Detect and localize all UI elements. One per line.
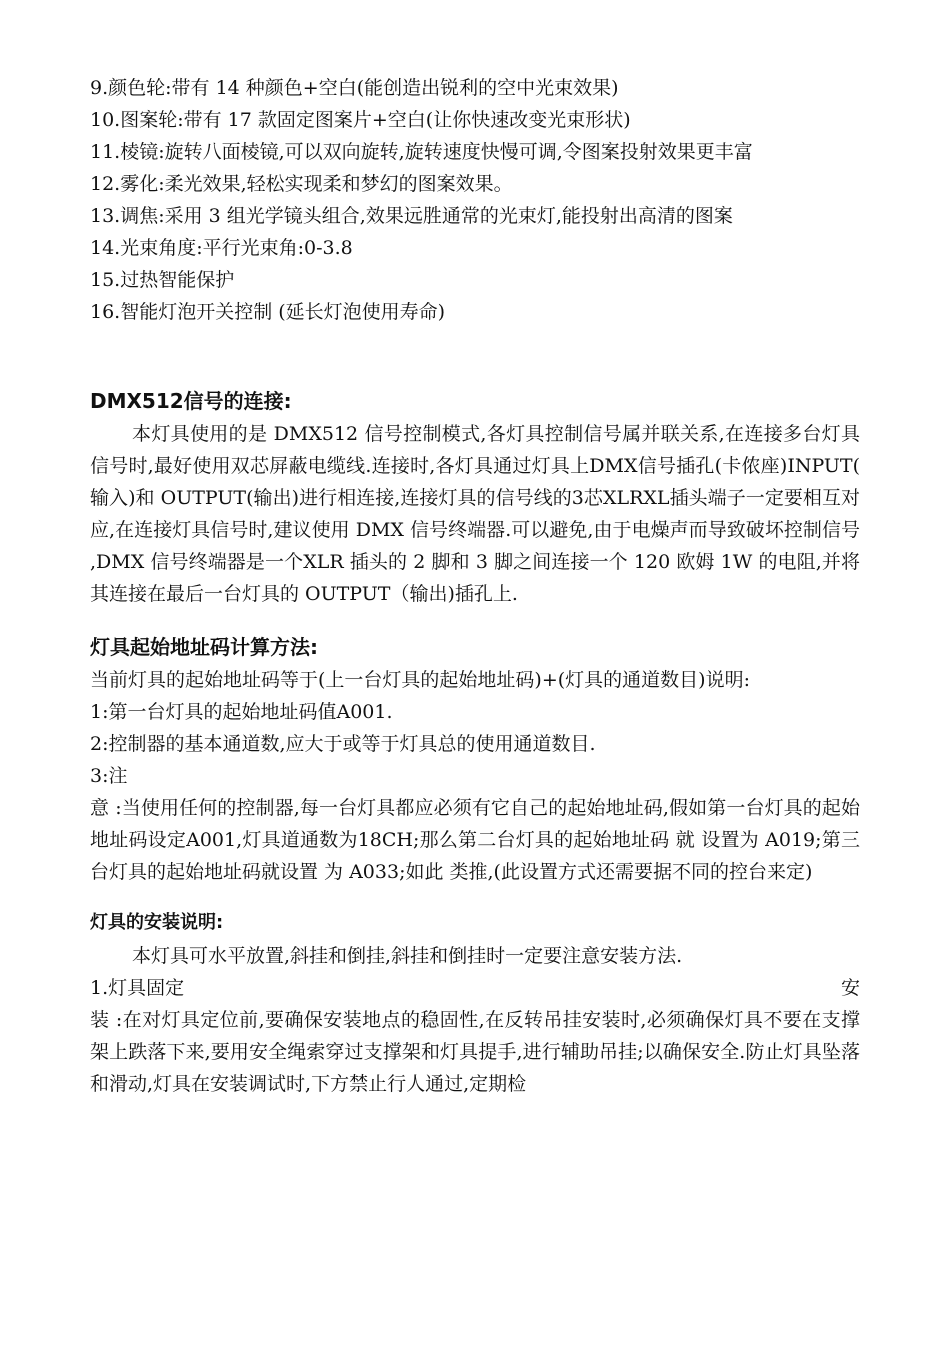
feature-item: 12.雾化:柔光效果,轻松实现柔和梦幻的图案效果。 <box>90 173 513 195</box>
address-item-3-label: 3:注 <box>90 765 128 787</box>
feature-item: 10.图案轮:带有 17 款固定图案片+空白(让你快速改变光束形状) <box>90 109 631 131</box>
document-page <box>90 72 860 1100</box>
feature-item: 11.棱镜:旋转八面棱镜,可以双向旋转,旋转速度快慢可调,令图案投射效果更丰富 <box>90 141 753 163</box>
dmx-body: 本灯具使用的是 DMX512 信号控制模式,各灯具控制信号属并联关系,在连接多台灯具信号时,最好使用双芯屏蔽电缆线.连接时,各灯具通过灯具上DMX信号插孔(卡侬座)INPUT( 输入)和 OUTPUT(输出)进行相连接,连接灯具的信号线的3芯XLRXL插头端子一定要相互对应,在连接灯具信号时,建议使用 DMX 信号终端器.可以避免,由于电燥声而导致破坏控制信号 ,DMX 信号终端器是一个XLR 插头的 2 脚和 3 脚之间连接一个 120 欧姆 1W 的电阻,并将其连接在最后一台灯具的 OUTPUT（输出)插孔上. <box>90 423 860 605</box>
address-item-3-body: 意 :当使用任何的控制器,每一台灯具都应必须有它自己的起始地址码,假如第一台灯具的起始地址码设定A001,灯具道通数为18CH;那么第二台灯具的起始地址码 就 设置为 A019;第三台灯具的起始地址码就设置 为 A033;如此 类推,(此设置方式还需要据不同的控台来定) <box>90 797 860 883</box>
feature-item: 14.光束角度:平行光束角:0-3.8 <box>90 237 353 259</box>
install-heading: 灯具的安装说明: <box>90 912 224 933</box>
feature-item: 13.调焦:采用 3 组光学镜头组合,效果远胜通常的光束灯,能投射出高清的图案 <box>90 205 733 227</box>
address-item-1: 1:第一台灯具的起始地址码值A001. <box>90 701 393 723</box>
install-item-1-row <box>90 972 860 1004</box>
install-item-1-body: 装 :在对灯具定位前,要确保安装地点的稳固性,在反转吊挂安装时,必须确保灯具不要在支撑架上跌落下来,要用安全绳索穿过支撑架和灯具提手,进行辅助吊挂;以确保安全.防止灯具坠落和滑动,灯具在安装调试时,下方禁止行人通过,定期检 <box>90 1009 860 1095</box>
feature-item: 16.智能灯泡开关控制 (延长灯泡使用寿命) <box>90 301 446 323</box>
install-item-1-right: 安 <box>840 977 860 999</box>
address-item-2: 2:控制器的基本通道数,应大于或等于灯具总的使用通道数目. <box>90 733 596 755</box>
feature-item: 9.颜色轮:带有 14 种颜色+空白(能创造出锐利的空中光束效果) <box>90 77 619 99</box>
address-heading: 灯具起始地址码计算方法: <box>90 635 318 659</box>
feature-item: 15.过热智能保护 <box>90 269 235 291</box>
dmx-section <box>90 384 860 610</box>
address-section <box>90 630 860 888</box>
install-section <box>90 906 860 1100</box>
address-intro: 当前灯具的起始地址码等于(上一台灯具的起始地址码)+(灯具的通道数目)说明: <box>90 669 750 691</box>
install-item-1-left: 1.灯具固定 <box>90 977 185 999</box>
install-intro: 本灯具可水平放置,斜挂和倒挂,斜挂和倒挂时一定要注意安装方法. <box>132 945 683 967</box>
dmx-heading: DMX512信号的连接: <box>90 389 292 413</box>
feature-list <box>90 72 860 328</box>
